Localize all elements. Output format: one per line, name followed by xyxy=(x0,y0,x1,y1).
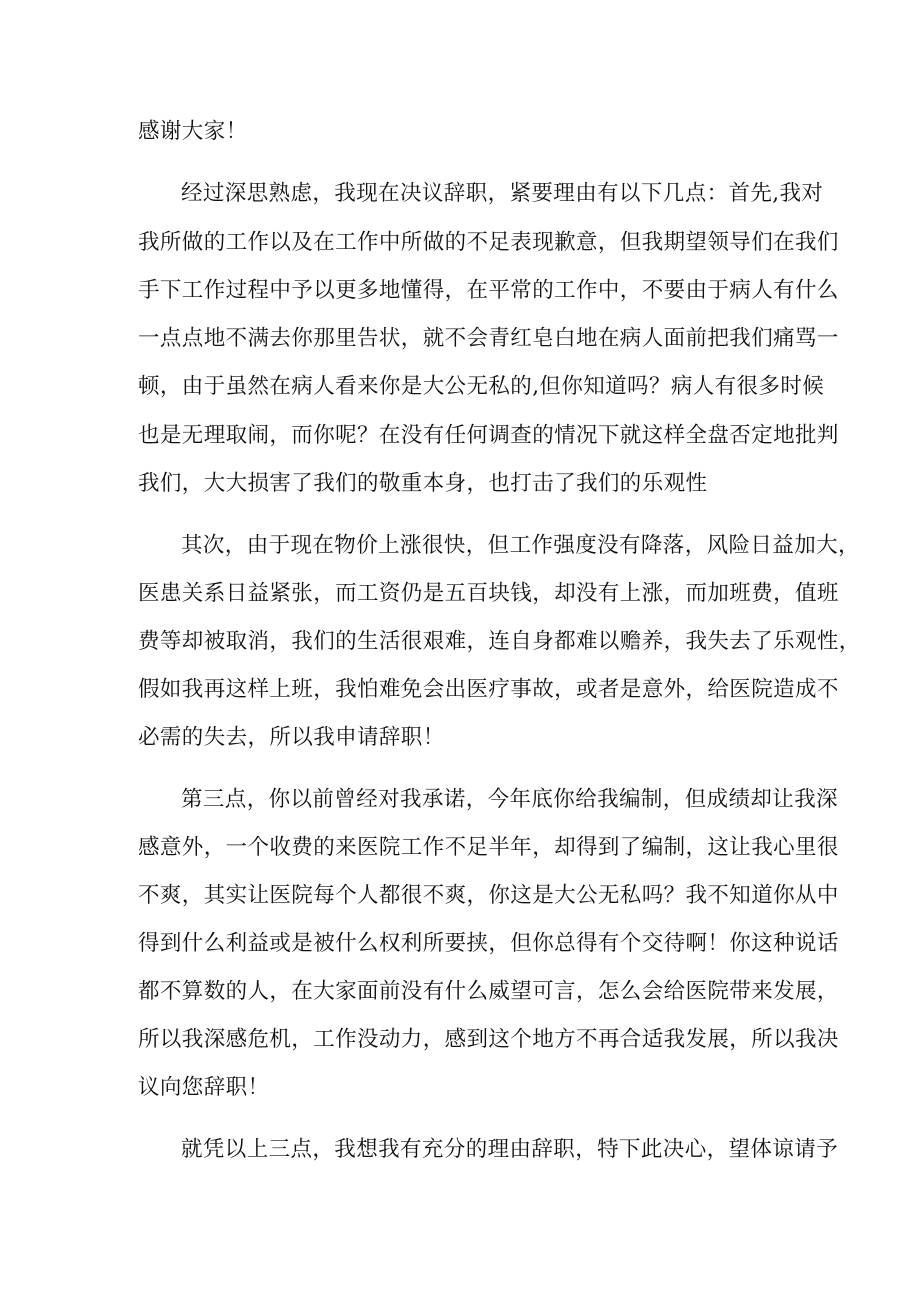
text-line: 费等却被取消，我们的生活很艰难，连自身都难以赡养，我失去了乐观性， xyxy=(138,629,861,654)
paragraph-1-line: 经过深思熟虑，我现在决议辞职，紧要理由有以下几点：首先,我对 xyxy=(181,181,824,206)
text-line: 感意外，一个收费的来医院工作不足半年，却得到了编制，这让我心里很 xyxy=(138,835,839,860)
text-line: 都不算数的人，在大家面前没有什么威望可言，怎么会给医院带来发展， xyxy=(138,979,839,1004)
text-line: 不爽，其实让医院每个人都很不爽，你这是大公无私吗？我不知道你从中 xyxy=(138,883,839,908)
paragraph-4-line: 就凭以上三点，我想我有充分的理由辞职，特下此决心，望体谅请予 xyxy=(181,1137,839,1162)
text-line: 顿，由于虽然在病人看来你是大公无私的,但你知道吗？病人有很多时候 xyxy=(138,374,825,399)
text-line: 医患关系日益紧张，而工资仍是五百块钱，却没有上涨，而加班费，值班 xyxy=(138,581,839,606)
text-line: 假如我再这样上班，我怕难免会出医疗事故，或者是意外，给医院造成不 xyxy=(138,677,839,702)
text-line: 议向您辞职！ xyxy=(138,1075,270,1100)
text-line: 手下工作过程中予以更多地懂得，在平常的工作中，不要由于病人有什么 xyxy=(138,278,839,303)
text-line: 也是无理取闹，而你呢？在没有任何调查的情况下就这样全盘否定地批判 xyxy=(138,423,839,448)
text-line: 所以我深感危机，工作没动力，感到这个地方不再合适我发展，所以我决 xyxy=(138,1027,839,1052)
paragraph-2-line: 其次，由于现在物价上涨很快，但工作强度没有降落，风险日益加大， xyxy=(181,533,860,558)
text-line: 感谢大家！ xyxy=(138,119,248,144)
text-line: 一点点地不满去你那里告状，就不会青红皂白地在病人面前把我们痛骂一 xyxy=(138,326,839,351)
text-line: 得到什么利益或是被什么权利所要挟，但你总得有个交待啊！你这种说话 xyxy=(138,931,839,956)
text-line: 必需的失去，所以我申请辞职！ xyxy=(138,725,445,750)
paragraph-3-line: 第三点，你以前曾经对我承诺，今年底你给我编制，但成绩却让我深 xyxy=(181,787,839,812)
text-line: 我们，大大损害了我们的敬重本身，也打击了我们的乐观性 xyxy=(138,471,708,496)
text-line: 我所做的工作以及在工作中所做的不足表现歉意，但我期望领导们在我们 xyxy=(138,230,839,255)
